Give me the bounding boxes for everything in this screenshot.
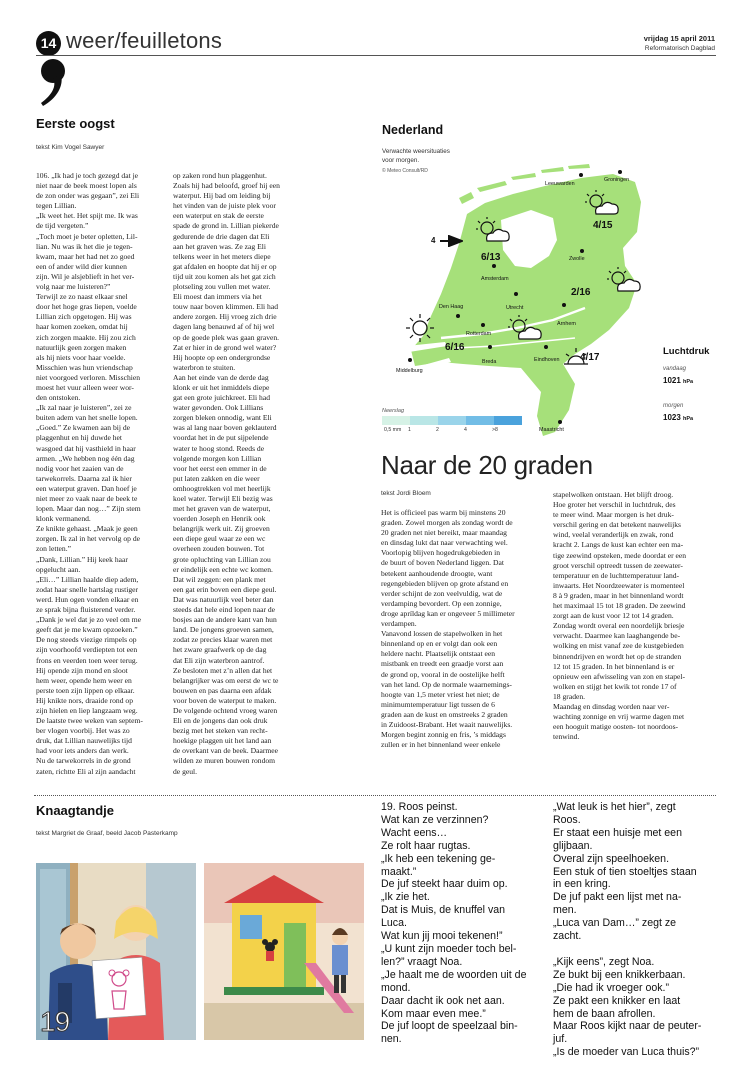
comma-ornament (37, 58, 73, 108)
pressure-unit: hPa (683, 379, 694, 385)
section-title: weer/feuilletons (66, 28, 223, 53)
header-rule (36, 55, 716, 56)
city-dot (456, 314, 460, 318)
legend-tick: 0,5 mm (384, 427, 402, 433)
sun-cloud-icon (473, 215, 513, 245)
legend-swatch (382, 416, 410, 425)
weather-article-column-2: stapelwolken ontstaan. Het blijft droog. Hoe groter het verschil in luchtdruk, des te meer wind. Maar morgen is het druk- verschil gering en dat betekent nauwelijks wind, veelal veranderlijk en zwak, rond kracht 2. Langs de kust kan echter een ma- tige zeewind opsteken, mede doordat er een groot verschil optreedt tussen de zeewater- temperatuur en de luchttemperatuur land- inwaarts. Het Noordzeewater is momenteel 8 à 9 graden, maar in het binnenland wordt het maximaal 15 tot 18 graden. De zeewind zorgt aan de kust voor 12 tot 14 graden. Zondag wordt overal een noordelijk briesje verwacht. Daarmee kan laaghangende be- wolking en mist vanaf zee de kustgebieden binnendrijven en wordt het op de stranden 12 tot 15 graden. In het binnenland is er opnieuw een afwisseling van zon en stapel- wolken en stijgt het kwik tot ronde 17 of 18 graden. Maandag en dinsdag worden naar ver- wachting zonnige en vrij warme dagen met een hooguit matige oosten- tot noordoos- tenwind. (553, 490, 687, 742)
city-label: Leeuwarden (545, 181, 575, 187)
legend-swatch (466, 416, 494, 425)
city-dot (618, 170, 622, 174)
weather-article-title: Naar de 20 graden (381, 450, 593, 480)
city-label: Utrecht (506, 305, 524, 311)
city-dot (408, 358, 412, 362)
header-paper: Reformatorisch Dagblad (644, 45, 715, 52)
city-label: Middelburg (396, 368, 423, 374)
weather-map-credit: © Meteo Consult/RD (382, 168, 428, 174)
sun-cloud-icon (604, 265, 644, 295)
feuilleton-title: Eerste oogst (36, 116, 115, 131)
precip-legend-bar (382, 416, 522, 425)
city-dot (488, 345, 492, 349)
legend-swatch (410, 416, 438, 425)
temp-label: 4/15 (593, 220, 613, 231)
sun-cloud-icon (505, 313, 545, 343)
pressure-tomorrow-value (663, 413, 693, 422)
legend-tick: >8 (492, 427, 498, 433)
city-label: Maastricht (539, 427, 564, 433)
weather-article-column-1: Het is officieel pas warm bij minstens 20 graden. Zowel morgen als zondag wordt de 20 graden net niet bereikt, maar maandag en dinsdag lukt dat naar verwachting wel. Voorlopig blijven hogedrukgebieden in de buurt of boven Nederland liggen. Dat betekent aanhoudende droogte, want regengebieden blijven op grote afstand en verder schijnt de zon veelvuldig, wat de verdamping bevordert. Op een zonnige, droge apríldag kan er ongeveer 5 millimeter verdampen. Vanavond lossen de stapelwolken in het binnenland op en er volgt dan ook een heldere nacht. Plaatselijk ontstaat een mistbank en treedt een graadje vorst aan de grond op, vooral in de oostelijke helft van het land. Op de normale waarnemings- hoogte van 1,5 meter vriest het niet; de minimumtemperatuur ligt tussen de 6 graden aan de kust en omstreeks 2 graden in Zuidoost-Brabant. Het waait nauwelijks. Morgen begint zonnig en fris, ’s middags zullen er in het binnenland weer enkele (381, 508, 515, 750)
episode-number: 19 (40, 1006, 70, 1037)
city-dot (481, 323, 485, 327)
city-label: Den Haag (439, 304, 464, 310)
city-dot (579, 173, 583, 177)
sun-icon (563, 344, 589, 366)
feuilleton-column-2: op zaken rond hun plaggenhut. Zoals hij had beloofd, groef hij een waterput. Hij bad om leiding bij het vinden van de juiste plek voor een waterput en stak de eerste spade de grond in. Lillian piekerde gedurende de drie dagen dat Eli aan het graven was. Ze zag Eli telkens weer in het meters diepe gat afdalen en hoopte dat hij er op tijd uit zou komen als het gat zich plotseling zou vullen met water. Eli moest dan immers via het touw naar boven klimmen. Eli had andere zorgen. Hij vroeg zich drie dagen lang benauwd af of hij wel op de goede plek was gaan graven. Zat er hier in de grond wel water? Hij hoopte op een ondergrondse waterbron te stuiten. Aan het einde van de derde dag klonk er uit het inmiddels diepe gat een grote juichkreet. Eli had water gevonden. Ook Lillians zorgen bleken onnodig, want Eli was al lang naar boven geklauterd voordat het in de put sijpelende water te hoog stond. Reeds de volgende morgen kon Lillian voor het eerst een emmer in de put laten zakken en die weer omhoogtrekken vol met heerlijk koel water. Terwijl Eli bezig was met het graven van de waterput, voerden Joseph en Henrik ook belangrijk werk uit. Zij groeven een diepe geul waar ze een wc overheen zouden bouwen. Tot grote opluchting van Lillian zou er eindelijk een echte wc komen. Dat wil zeggen: een plank met een gat erin boven een diepe geul. Dat was natuurlijk veel beter dan steeds dat hele eind lopen naar de bosjes aan de andere kant van hun land. De jongens groeven samen, zodat ze precies klaar waren met het zware graafwerk op de dag dat Eli zijn waterbron aantrof. Ze besloten met z’n allen dat het belangrijker was om eerst de wc te bouwen en pas daarna een afdak voor boven de waterput te maken. De volgende ochtend vroeg waren Eli en de jongens dan ook druk bezig met het steken van recht- hoekige plaggen uit het land aan de overkant van de beek. Daarmee wilden ze muren bouwen rondom de geul. (173, 171, 280, 776)
weather-article-byline: tekst Jordi Bloem (381, 490, 431, 497)
city-dot (492, 264, 496, 268)
pressure-title: Luchtdruk (663, 346, 710, 357)
legend-tick: 2 (436, 427, 439, 433)
temp-label: 6/13 (481, 252, 501, 263)
temp-label: 6/16 (445, 342, 465, 353)
pressure-today-value (663, 376, 693, 385)
kids-story-column-1: 19. Roos peinst. Wat kan ze verzinnen? Wacht eens… Ze rolt haar rugtas. „Ik heb een tekening ge- maakt.” De juf steekt haar duim op. „Ik zie het. Dat is Muis, de knuffel van Luca. Wat kun jij mooi tekenen!” „U kunt zijn moeder toch bel- len?” vraagt Noa. „Je haalt me de woorden uit de mond. Daar dacht ik ook net aan. Kom maar even mee.” De juf loopt de speelzaal bin- nen. (381, 801, 527, 1046)
section-divider (34, 795, 716, 796)
pressure-value: 1023 (663, 413, 681, 422)
weather-map-subtitle: Verwachte weersituaties voor morgen. (382, 148, 450, 164)
city-label: Amsterdam (481, 276, 509, 282)
pressure-unit: hPa (683, 416, 694, 422)
legend-swatch (494, 416, 522, 425)
city-dot (558, 420, 562, 424)
header-date: vrijdag 15 april 2011 (643, 34, 715, 43)
wind-arrow-icon (439, 235, 463, 247)
city-label: Arnhem (557, 321, 576, 327)
feuilleton-column-1: 106. „Ik had je toch gezegd dat je niet naar de beek moest lopen als de zon onder was gegaan”, zei Eli tegen Lillian. „Ik weet het. Het spijt me. Ik was de tijd vergeten.” „Toch moet je beter opletten, Lil- lian. Nu was ik het die je tegen- kwam, maar het had net zo goed een of ander wild dier kunnen zijn. Wil je alsjeblieft in het ver- volg naar me luisteren?” Terwijl ze zo naast elkaar snel door het hoge gras liepen, voelde Lillian zich opgetogen. Hij was haar komen zoeken, omdat hij zich zorgen maakte. Hij zou zich natuurlijk geen zorgen maken als hij niets voor haar voelde. Misschien was hun vriendschap niet voorgoed verloren. Misschien moest het vuur alleen weer wor- den ontstoken. „Ik zal naar je luisteren”, zei ze buiten adem van het snelle lopen. „Goed.” Ze kwamen aan bij de plaggenhut en hij duwde het wasgoed dat hij vasthield in haar armen. „We hebben nog één dag nodig voor het zaaien van de tarwekorrels. Daarna zal ik hier een waterput graven. Dan hoef je niet meer zo vaak naar de beek te lopen. Maar dan nog…” Zijn stem klonk vermanend. Ze knikte gehaast. „Maak je geen zorgen. Ik zal in het vervolg op de zon letten.” „Dank, Lillian.” Hij keek haar opgelucht aan. „Eli…” Lillian haalde diep adem, zodat haar snelle hartslag rustiger werd. Hun ogen vonden elkaar en ze sprak bijna fluisterend verder. „Dank je wel dat je zo veel om me geeft dat je me kwam opzoeken.” De nog steeds viezige rimpels op zijn voorhoofd verdiepten tot een frons en veerden toen weer terug. Hij opende zijn mond en sloot hem weer, opende hem weer en perste toen zijn lippen op elkaar. Hij knikte nors, draaide rond op zijn hielen en liep langzaam weg. De laatste twee weken van septem- ber vlogen voorbij. Het was zo druk, dat Lillian nauwelijks tijd had voor iets anders dan werk. Nu de tarwekorrels in de grond zaten, richtte Eli al zijn aandacht (36, 171, 143, 776)
temp-label: 4/17 (580, 352, 600, 363)
city-dot (514, 292, 518, 296)
feuilleton-byline: tekst Kim Vogel Sawyer (36, 144, 105, 151)
city-label: Breda (482, 359, 497, 365)
city-dot (562, 303, 566, 307)
city-label: Groningen (604, 177, 630, 183)
kids-story-byline: tekst Margriet de Graaf, beeld Jacob Pasterkamp (36, 830, 178, 837)
precip-legend-title: Neerslag (382, 408, 405, 414)
city-dot (580, 249, 584, 253)
wind-speed: 4 (431, 236, 436, 245)
pressure-value: 1021 (663, 376, 681, 385)
legend-tick: 1 (408, 427, 411, 433)
legend-tick: 4 (464, 427, 467, 433)
temp-label: 2/16 (571, 287, 591, 298)
pressure-tomorrow-label: morgen (663, 403, 684, 409)
weather-map-title: Nederland (382, 123, 444, 137)
sun-icon (405, 313, 435, 343)
legend-swatch (438, 416, 466, 425)
city-dot (544, 345, 548, 349)
city-label: Rotterdam (466, 331, 492, 337)
kids-story-title: Knaagtandje (36, 803, 115, 818)
city-label: Zwolle (569, 256, 585, 262)
page-number: 14 (40, 35, 57, 51)
sun-cloud-icon (582, 188, 622, 218)
city-label: Eindhoven (534, 357, 560, 363)
pressure-today-label: vandaag (663, 366, 687, 372)
kids-story-column-2: „Wat leuk is het hier”, zegt Roos. Er staat een huisje met een glijbaan. Overal zijn speelhoeken. Een stuk of tien stoeltjes staan in een kring. De juf pakt een lijst met na- men. „Luca van Dam…” zegt ze zacht. „Kijk eens”, zegt Noa. Ze bukt bij een knikkerbaan. „Die had ik vroeger ook.” Ze pakt een knikker en laat hem de baan afrollen. Maar Roos kijkt naar de peuter- juf. „Is de moeder van Luca thuis?” (553, 801, 702, 1059)
illustration-playhouse (204, 863, 364, 1040)
